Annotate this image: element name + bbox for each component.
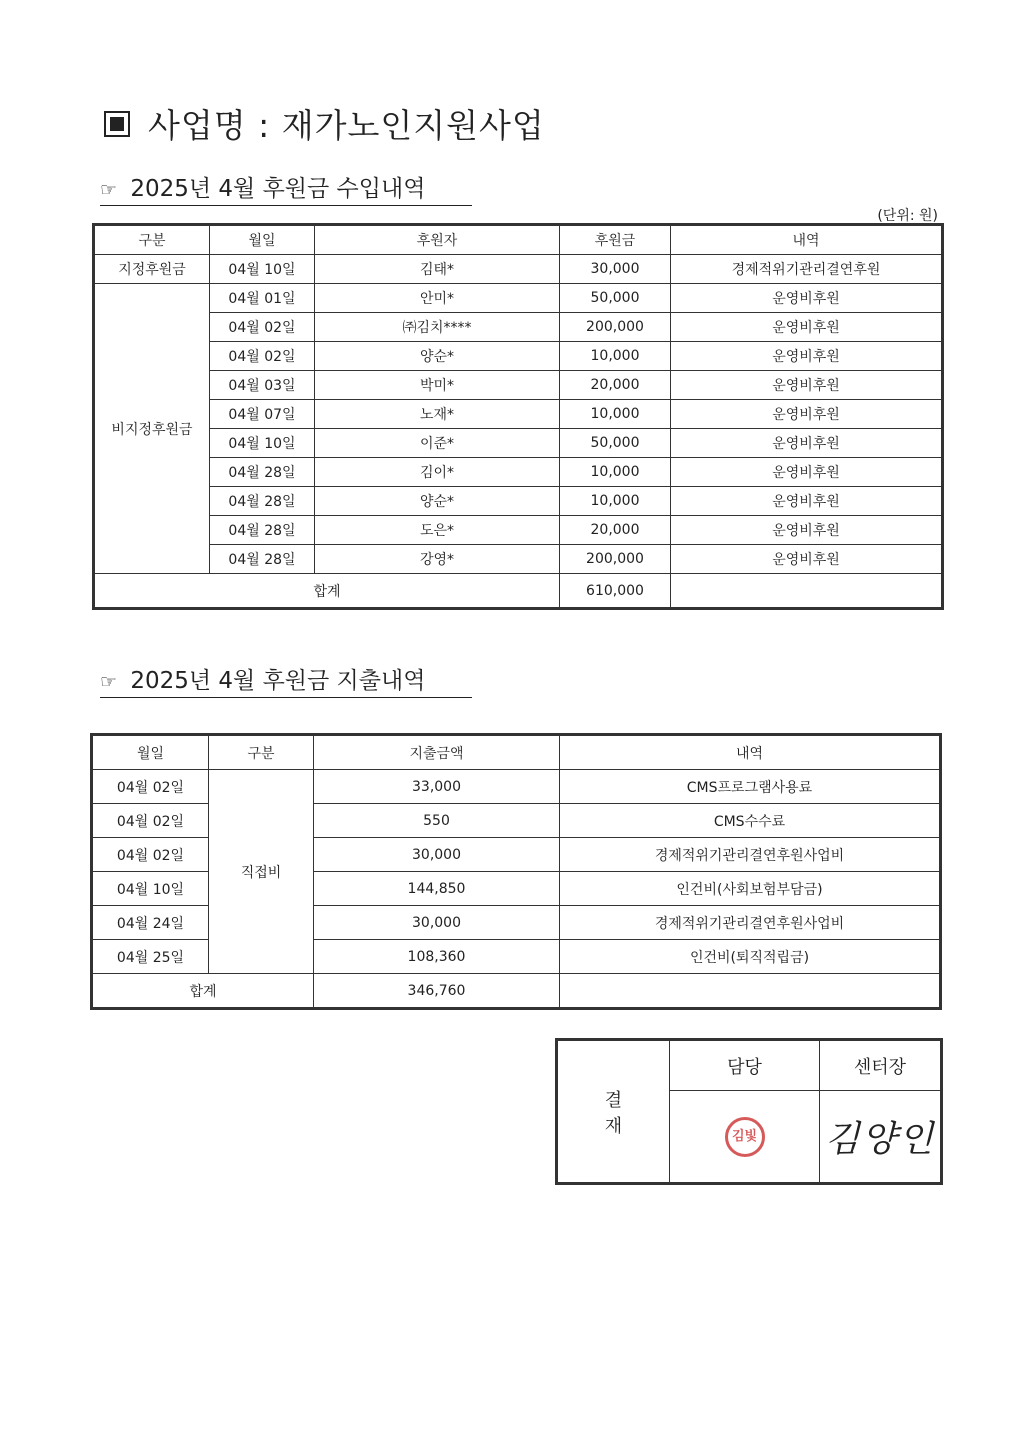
income-heading xyxy=(100,170,472,206)
table-row xyxy=(93,770,940,804)
amount-cell: 30,000 xyxy=(560,255,671,284)
description-cell: 운영비후원 xyxy=(671,400,942,429)
donor-cell: 안미* xyxy=(315,284,560,313)
square-bullet-icon xyxy=(104,111,130,137)
description-cell: 운영비후원 xyxy=(671,516,942,545)
header-description: 내역 xyxy=(560,736,940,770)
date-cell: 04월 02일 xyxy=(210,342,315,371)
amount-cell: 10,000 xyxy=(560,400,671,429)
table-row xyxy=(95,429,942,458)
donor-cell: 도은* xyxy=(315,516,560,545)
expense-heading-text: 2025년 4월 후원금 지출내역 xyxy=(130,668,426,694)
description-cell: 운영비후원 xyxy=(671,342,942,371)
amount-cell: 550 xyxy=(314,804,560,838)
header-date: 월일 xyxy=(210,226,315,255)
table-row xyxy=(95,313,942,342)
description-cell: 운영비후원 xyxy=(671,313,942,342)
description-cell: 운영비후원 xyxy=(671,545,942,574)
table-row xyxy=(95,371,942,400)
amount-cell: 144,850 xyxy=(314,872,560,906)
header-amount: 후원금 xyxy=(560,226,671,255)
description-cell: 인건비(퇴직적립금) xyxy=(560,940,940,974)
date-cell: 04월 02일 xyxy=(210,313,315,342)
description-cell: 운영비후원 xyxy=(671,429,942,458)
date-cell: 04월 28일 xyxy=(210,487,315,516)
date-cell: 04월 02일 xyxy=(93,770,209,804)
date-cell: 04월 25일 xyxy=(93,940,209,974)
expense-heading xyxy=(100,662,472,698)
table-row xyxy=(95,284,942,313)
approval-col-staff: 담당 xyxy=(670,1041,820,1091)
approval-col-director: 센터장 xyxy=(820,1041,941,1091)
donor-cell: 양순* xyxy=(315,487,560,516)
header-category: 구분 xyxy=(209,736,314,770)
income-table xyxy=(94,225,942,608)
description-cell: CMS프로그램사용료 xyxy=(560,770,940,804)
date-cell: 04월 01일 xyxy=(210,284,315,313)
description-cell: 운영비후원 xyxy=(671,487,942,516)
date-cell: 04월 10일 xyxy=(93,872,209,906)
donor-cell: ㈜김치**** xyxy=(315,313,560,342)
header-donor: 후원자 xyxy=(315,226,560,255)
donor-cell: 이준* xyxy=(315,429,560,458)
table-row xyxy=(95,545,942,574)
description-cell: 운영비후원 xyxy=(671,371,942,400)
description-cell: 경제적위기관리결연후원사업비 xyxy=(560,838,940,872)
description-cell: 인건비(사회보험부담금) xyxy=(560,872,940,906)
date-cell: 04월 07일 xyxy=(210,400,315,429)
date-cell: 04월 28일 xyxy=(210,458,315,487)
table-row xyxy=(95,516,942,545)
amount-cell: 10,000 xyxy=(560,487,671,516)
date-cell: 04월 28일 xyxy=(210,516,315,545)
date-cell: 04월 24일 xyxy=(93,906,209,940)
category-cell: 직접비 xyxy=(209,770,314,974)
description-cell: 운영비후원 xyxy=(671,284,942,313)
total-amount: 610,000 xyxy=(560,574,671,608)
expense-table xyxy=(92,735,940,1008)
amount-cell: 20,000 xyxy=(560,516,671,545)
category-cell: 비지정후원금 xyxy=(95,284,210,574)
header-description: 내역 xyxy=(671,226,942,255)
date-cell: 04월 03일 xyxy=(210,371,315,400)
amount-cell: 30,000 xyxy=(314,838,560,872)
approval-label-1: 결 xyxy=(604,1089,623,1111)
total-label: 합계 xyxy=(93,974,314,1008)
total-amount: 346,760 xyxy=(314,974,560,1008)
donor-cell: 김태* xyxy=(315,255,560,284)
income-heading-text: 2025년 4월 후원금 수입내역 xyxy=(130,176,426,202)
description-cell: 운영비후원 xyxy=(671,458,942,487)
director-signature-cell xyxy=(820,1091,941,1183)
donor-cell: 양순* xyxy=(315,342,560,371)
amount-cell: 10,000 xyxy=(560,458,671,487)
unit-label: (단위: 원) xyxy=(877,208,938,224)
page-title xyxy=(104,100,545,147)
header-date: 월일 xyxy=(93,736,209,770)
income-total-row xyxy=(95,574,942,608)
category-cell: 지정후원금 xyxy=(95,255,210,284)
date-cell: 04월 02일 xyxy=(93,838,209,872)
table-row xyxy=(95,255,942,284)
amount-cell: 20,000 xyxy=(560,371,671,400)
date-cell: 04월 10일 xyxy=(210,429,315,458)
date-cell: 04월 02일 xyxy=(93,804,209,838)
approval-box xyxy=(557,1040,941,1183)
signature: 김양인 xyxy=(824,1119,936,1160)
approval-label-2: 재 xyxy=(604,1115,623,1137)
table-row xyxy=(95,458,942,487)
description-cell: 경제적위기관리결연후원 xyxy=(671,255,942,284)
amount-cell: 30,000 xyxy=(314,906,560,940)
amount-cell: 50,000 xyxy=(560,284,671,313)
pointing-hand-icon: ☞ xyxy=(100,671,118,693)
table-row xyxy=(95,342,942,371)
title-text: 사업명 : 재가노인지원사업 xyxy=(148,106,545,145)
expense-header-row xyxy=(93,736,940,770)
donor-cell: 강영* xyxy=(315,545,560,574)
donor-cell: 김이* xyxy=(315,458,560,487)
donor-cell: 노재* xyxy=(315,400,560,429)
staff-stamp-cell xyxy=(670,1091,820,1183)
approval-label xyxy=(558,1041,670,1183)
amount-cell: 50,000 xyxy=(560,429,671,458)
income-header-row xyxy=(95,226,942,255)
table-row xyxy=(95,400,942,429)
table-row xyxy=(95,487,942,516)
header-category: 구분 xyxy=(95,226,210,255)
expense-total-row xyxy=(93,974,940,1008)
description-cell: 경제적위기관리결연후원사업비 xyxy=(560,906,940,940)
pointing-hand-icon: ☞ xyxy=(100,179,118,201)
header-amount: 지출금액 xyxy=(314,736,560,770)
description-cell: CMS수수료 xyxy=(560,804,940,838)
amount-cell: 200,000 xyxy=(560,313,671,342)
amount-cell: 200,000 xyxy=(560,545,671,574)
total-description xyxy=(671,574,942,608)
date-cell: 04월 28일 xyxy=(210,545,315,574)
donor-cell: 박미* xyxy=(315,371,560,400)
total-label: 합계 xyxy=(95,574,560,608)
amount-cell: 10,000 xyxy=(560,342,671,371)
amount-cell: 108,360 xyxy=(314,940,560,974)
amount-cell: 33,000 xyxy=(314,770,560,804)
total-description xyxy=(560,974,940,1008)
seal-stamp-icon: 김빛 xyxy=(725,1117,765,1157)
date-cell: 04월 10일 xyxy=(210,255,315,284)
